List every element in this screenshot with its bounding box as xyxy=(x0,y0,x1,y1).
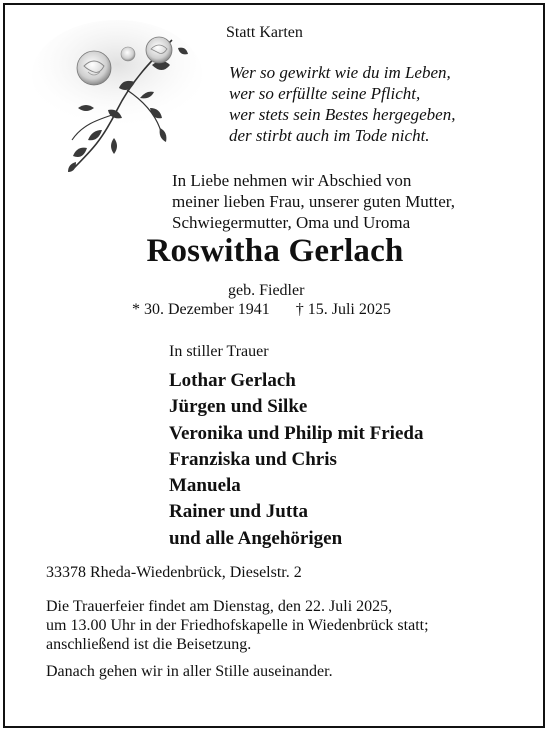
death-date: † 15. Juli 2025 xyxy=(295,301,391,318)
poem-line: wer stets sein Bestes hergegeben, xyxy=(229,105,456,124)
intro-line: In Liebe nehmen wir Abschied von xyxy=(172,171,412,190)
ceremony-line: Die Trauerfeier findet am Dienstag, den 22. Juli 2025, xyxy=(46,598,393,615)
mourner-name: Manuela xyxy=(169,475,241,497)
ceremony-line: anschließend ist die Beisetzung. xyxy=(46,636,252,653)
life-dates xyxy=(132,301,391,319)
deceased-name: Roswitha Gerlach xyxy=(146,233,404,269)
poem-line: Wer so gewirkt wie du im Leben, xyxy=(229,63,451,82)
mourners-list xyxy=(169,368,423,552)
family-address: 33378 Rheda-Wiedenbrück, Dieselstr. 2 xyxy=(46,564,302,581)
ceremony-line: um 13.00 Uhr in der Friedhofskapelle in Wiedenbrück statt; xyxy=(46,617,429,634)
mourner-name: Rainer und Jutta xyxy=(169,501,309,523)
mourner-name: Franziska und Chris xyxy=(169,448,337,470)
intro-line: meiner lieben Frau, unserer guten Mutter, xyxy=(172,192,456,211)
memorial-poem xyxy=(229,62,455,146)
maiden-name: geb. Fiedler xyxy=(228,282,305,299)
intro-line: Schwiegermutter, Oma und Uroma xyxy=(172,213,411,232)
closing-note: Danach gehen wir in aller Stille auseinander. xyxy=(46,663,333,680)
mourner-name: Jürgen und Silke xyxy=(169,396,308,418)
poem-line: wer so erfüllte seine Pflicht, xyxy=(229,84,421,103)
roses-vine-icon xyxy=(32,20,207,180)
poem-line: der stirbt auch im Tode nicht. xyxy=(229,126,430,145)
mourner-name: Veronika und Philip mit Frieda xyxy=(169,422,424,444)
statt-karten-heading: Statt Karten xyxy=(226,24,303,41)
mourning-label: In stiller Trauer xyxy=(169,343,269,360)
farewell-intro xyxy=(172,170,455,233)
ceremony-details xyxy=(46,597,429,654)
mourner-name: Lothar Gerlach xyxy=(169,370,296,391)
mourner-name: und alle Angehörigen xyxy=(169,527,343,549)
birth-date: * 30. Dezember 1941 xyxy=(132,301,270,318)
